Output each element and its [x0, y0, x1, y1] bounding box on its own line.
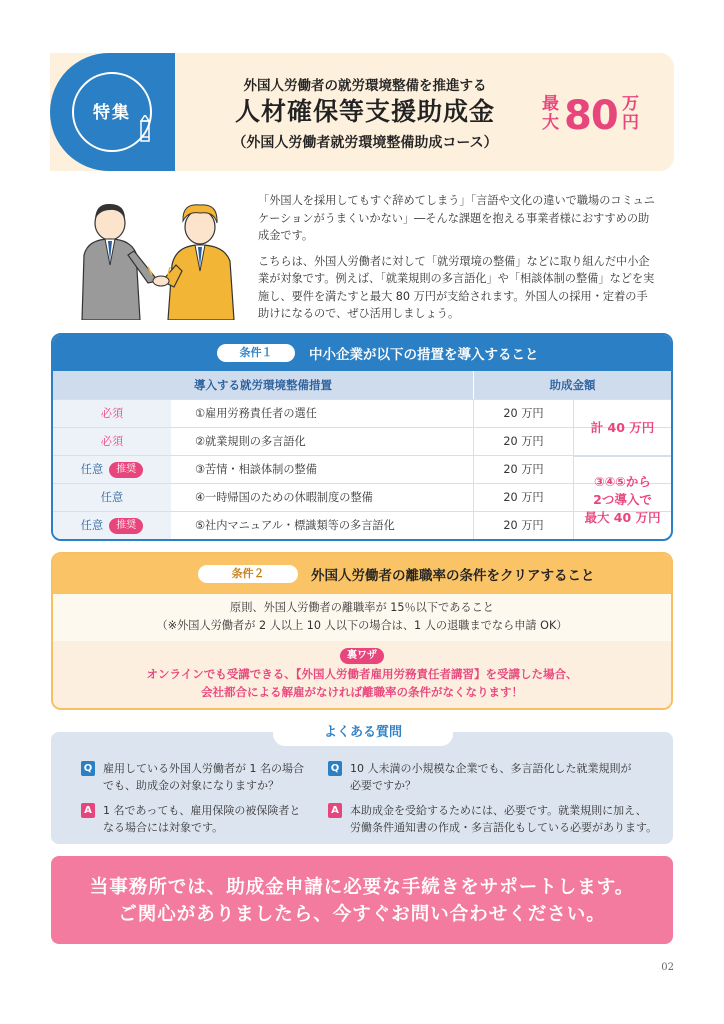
measure-item: ①雇用労務責任者の選任: [195, 407, 317, 420]
faq-title: よくある質問: [273, 720, 453, 746]
faq-question-2: [328, 760, 668, 794]
recommended-badge: 推奨: [109, 462, 143, 478]
feature-badge-label: 特集: [93, 103, 131, 123]
faq-answer-2: [328, 802, 668, 836]
faq-q1-line1: 雇用している外国人労働者が 1 名の場合: [103, 762, 304, 775]
measure-item: ⑤社内マニュアル・標識類等の多言語化: [195, 519, 395, 532]
faq-a2-line2: 労働条件通知書の作成・多言語化もしている必要があります。: [350, 821, 658, 834]
max-number: 80: [564, 93, 618, 139]
required-total: 計 40 万円: [573, 399, 671, 455]
max-prefix: 最大: [542, 94, 559, 133]
tip-line1: オンラインでも受講できる、【外国人労働者雇用労務責任者講習】を受講した場合、: [146, 667, 578, 681]
recommended-badge: 推奨: [109, 518, 143, 534]
faq-q1-line2: でも、助成金の対象になりますか？: [103, 779, 279, 792]
column-header-measures: 導入する就労環境整備措置: [53, 371, 473, 399]
course-name: （外国人労働者就労環境整備助成コース）: [232, 135, 498, 151]
condition2-title: 外国人労働者の離職率の条件をクリアすること: [311, 568, 595, 584]
requirement-label: 必須: [100, 435, 124, 448]
condition1-tag: 条件１: [217, 344, 295, 362]
requirement-cell: [53, 456, 171, 483]
pencil-icon: [140, 115, 150, 145]
page-title: 人材確保等支援助成金: [234, 97, 495, 126]
question-mark-icon: Q: [81, 761, 95, 776]
tip-badge: 裏ワザ: [340, 648, 384, 664]
requirement-cell: [53, 484, 171, 511]
intro-text: [258, 192, 658, 323]
contact-line2: ご関心がありましたら、今すぐお問い合わせください。: [118, 904, 606, 925]
faq-section: [51, 725, 673, 844]
requirement-label: 任意: [100, 491, 124, 504]
condition1-title: 中小企業が以下の措置を導入すること: [309, 347, 539, 363]
requirement-cell: [53, 512, 171, 539]
amount-cell: 20 万円: [473, 456, 573, 483]
optional-total: [573, 456, 671, 540]
answer-mark-icon: A: [328, 803, 342, 818]
faq-q2-line1: 10 人未満の小規模な企業でも、多言語化した就業規則が: [350, 762, 632, 775]
answer-mark-icon: A: [81, 803, 95, 818]
requirement-cell: [53, 400, 171, 427]
handshake-illustration: [78, 195, 238, 320]
measure-item: ③苦情・相談体制の整備: [195, 463, 317, 476]
optional-total-line3: 最大 40 万円: [584, 509, 661, 525]
requirement-cell: [53, 428, 171, 455]
requirement-label: 任意: [80, 519, 104, 532]
intro-paragraph-1: 「外国人を採用してもすぐ辞めてしまう」「言語や文化の違いで職場のコミュニケーションがうまくいかない」―そんな課題を抱える事業者様におすすめの助成金です。: [258, 194, 655, 242]
condition2-header: [53, 554, 671, 594]
question-mark-icon: Q: [328, 761, 342, 776]
contact-line1: 当事務所では、助成金申請に必要な手続きをサポートします。: [89, 877, 635, 898]
faq-a2-line1: 本助成金を受給するためには、必要です。就業規則に加え、: [350, 804, 647, 817]
requirement-label: 任意: [80, 463, 104, 476]
amount-cell: 20 万円: [473, 484, 573, 511]
requirement-label: 必須: [100, 407, 124, 420]
condition1-header: [53, 335, 671, 371]
condition2-tag: 条件２: [198, 565, 298, 583]
max-amount: [542, 93, 647, 143]
amount-cell: 20 万円: [473, 428, 573, 455]
faq-answer-1: [81, 802, 361, 836]
measure-item: ②就業規則の多言語化: [195, 435, 306, 448]
faq-question-1: [81, 760, 361, 794]
contact-banner: [51, 856, 673, 944]
tip-section: [53, 641, 671, 708]
column-header-amount: 助成金額: [474, 371, 671, 399]
amount-cell: 20 万円: [473, 400, 573, 427]
condition2-box: [51, 552, 673, 710]
condition1-box: [51, 333, 673, 541]
faq-a1-line2: なる場合には対象です。: [103, 821, 224, 834]
faq-a1-line1: 1 名であっても、雇用保険の被保険者と: [103, 804, 301, 817]
condition2-line2: （※外国人労働者が 2 人以上 10 人以下の場合は、1 人の退職までなら申請 OK）: [156, 619, 568, 632]
measure-item: ④一時帰国のための休暇制度の整備: [195, 491, 373, 504]
optional-total-line1: ③④⑤から: [594, 473, 651, 489]
header-subtitle: 外国人労働者の就労環境整備を推進する: [243, 78, 487, 94]
condition2-body: [53, 594, 671, 641]
faq-q2-line2: 必要ですか？: [350, 779, 416, 792]
amount-cell: 20 万円: [473, 512, 573, 539]
optional-total-line2: 2つ導入で: [593, 491, 652, 507]
condition2-line1: 原則、外国人労働者の離職率が 15％以下であること: [230, 601, 494, 614]
intro-paragraph-2: こちらは、外国人労働者に対して「就労環境の整備」などに取り組んだ中小企業が対象です。例えば、「就業規則の多言語化」や「相談体制の整備」などを実施し、要件を満たすと最大 80 万円が支給されます。外国人の採用・定着の手助けになるので、ぜひ活用しましょう。: [258, 254, 655, 320]
page-number: 02: [661, 962, 674, 973]
max-unit: 万円: [622, 94, 639, 133]
tip-line2: 会社都合による解雇がなければ離職率の条件がなくなります！: [201, 685, 523, 699]
